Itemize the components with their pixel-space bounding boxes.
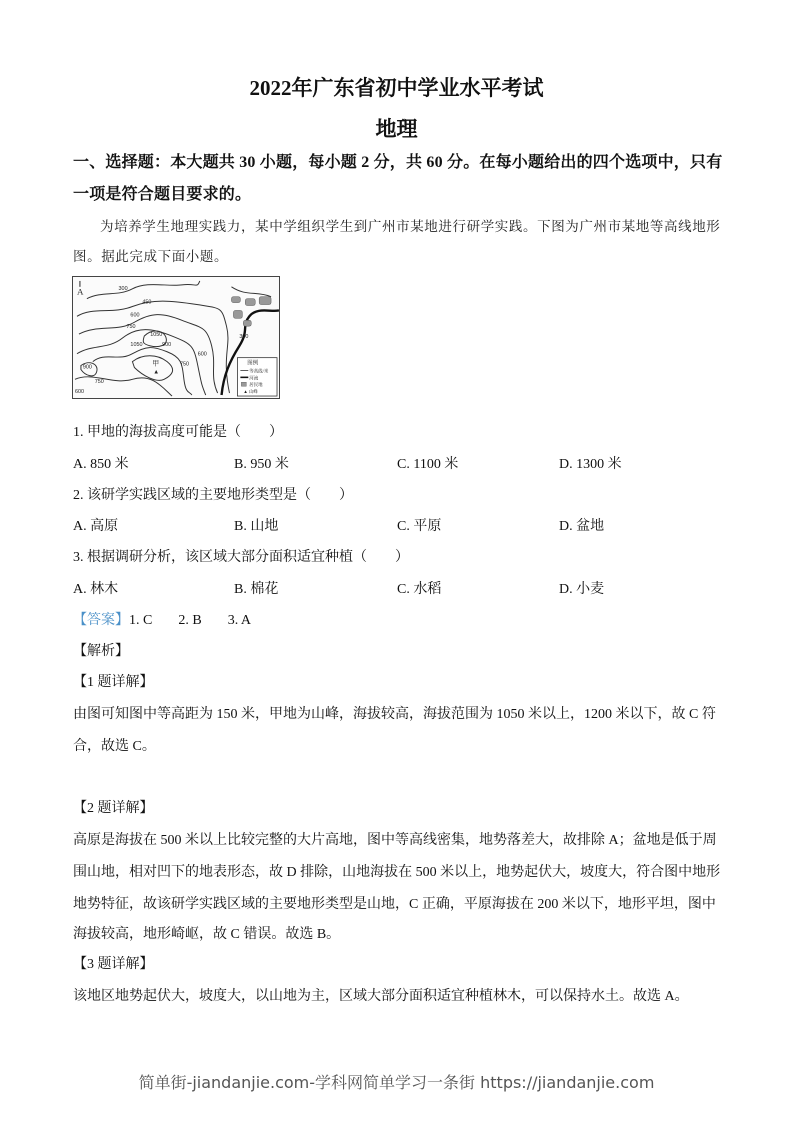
question-3-stem: 3. 根据调研分析，该区域大部分面积适宜种植（ ） — [73, 550, 409, 565]
detail-2-line-1: 高原是海拔在 500 米以上比较完整的大片高地，图中等高线密集，地势落差大，故排除 A；盆地是低于周 — [73, 833, 717, 848]
svg-text:750: 750 — [179, 361, 190, 368]
svg-text:1050: 1050 — [130, 341, 143, 348]
svg-text:甲: 甲 — [152, 360, 160, 368]
question-2-option-d: D. 盆地 — [559, 519, 605, 534]
svg-text:1050: 1050 — [150, 332, 163, 339]
svg-text:300: 300 — [118, 285, 128, 292]
svg-text:750: 750 — [126, 324, 136, 331]
subject-title: 地理 — [375, 117, 418, 141]
svg-text:600: 600 — [130, 312, 140, 319]
section-heading-line1: 一、选择题：本大题共 30 小题，每小题 2 分，共 60 分。在每小题给出的四个选项中，只有 — [73, 154, 723, 171]
svg-text:600: 600 — [197, 351, 207, 358]
detail-3-heading: 【3 题详解】 — [73, 957, 154, 972]
intro-line2: 图。据此完成下面小题。 — [73, 249, 229, 264]
question-2-option-b: B. 山地 — [234, 519, 279, 534]
answer-item-2: 2. B — [178, 613, 202, 628]
question-2-option-a: A. 高原 — [73, 519, 119, 534]
svg-text:▲: ▲ — [153, 369, 160, 376]
question-2-option-c: C. 平原 — [397, 519, 442, 534]
detail-3-line-1: 该地区地势起伏大，坡度大，以山地为主，区域大部分面积适宜种植林木，可以保持水土。故选 A。 — [73, 989, 689, 1004]
intro-line1: 为培养学生地理实践力，某中学组织学生到广州市某地进行研学实践。下图为广州市某地等高线地形 — [100, 219, 721, 234]
question-3-option-b: B. 棉花 — [234, 582, 279, 597]
svg-text:河流: 河流 — [249, 375, 259, 381]
section-heading-line2: 一项是符合题目要求的。 — [73, 186, 252, 203]
answer-label: 【答案】 — [73, 613, 129, 628]
svg-text:300: 300 — [239, 334, 249, 340]
detail-2-line-2: 围山地，相对凹下的地表形态，故 D 排除，山地海拔在 500 米以上，地势起伏大，坡度大，符合图中地形 — [73, 865, 721, 880]
svg-text:750: 750 — [94, 379, 104, 386]
detail-1-heading: 【1 题详解】 — [73, 675, 154, 690]
footer-watermark: 简单街-jiandanjie.com-学科网简单学习一条街 https://jiandanjie.com — [138, 1073, 655, 1092]
svg-text:900: 900 — [162, 341, 172, 348]
svg-text:▲ 山峰: ▲ 山峰 — [243, 389, 258, 395]
question-1-option-c: C. 1100 米 — [397, 457, 459, 472]
analysis-label: 【解析】 — [73, 644, 129, 659]
detail-2-heading: 【2 题详解】 — [73, 801, 154, 816]
svg-text:图例: 图例 — [247, 360, 259, 367]
svg-text:等高线/米: 等高线/米 — [249, 368, 269, 374]
svg-text:600: 600 — [74, 389, 85, 396]
question-3-option-d: D. 小麦 — [559, 582, 605, 597]
answer-row — [73, 609, 251, 629]
detail-1-line-2: 合，故选 C。 — [73, 739, 156, 754]
exam-title: 2022年广东省初中学业水平考试 — [249, 76, 544, 100]
svg-text:450: 450 — [142, 299, 152, 306]
answer-item-1: 1. C — [129, 613, 153, 628]
answer-item-3: 3. A — [227, 613, 252, 628]
detail-2-line-3: 地势特征，故该研学实践区域的主要地形类型是山地，C 正确，平原海拔在 200 米以下，地形平坦，图中 — [73, 897, 716, 912]
question-2-stem: 2. 该研学实践区域的主要地形类型是（ ） — [73, 488, 353, 503]
question-3-option-c: C. 水稻 — [397, 582, 442, 597]
contour-map-figure — [72, 276, 280, 399]
detail-2-line-4: 海拔较高，地形崎岖，故 C 错误。故选 B。 — [73, 927, 341, 942]
question-1-option-a: A. 850 米 — [73, 457, 129, 472]
svg-text:A: A — [76, 286, 84, 297]
contour-map-drawing — [73, 277, 279, 398]
question-1-option-d: D. 1300 米 — [559, 457, 622, 472]
detail-1-line-1: 由图可知图中等高距为 150 米，甲地为山峰，海拔较高，海拔范围为 1050 米以上，1200 米以下，故 C 符 — [73, 707, 716, 722]
question-1-stem: 1. 甲地的海拔高度可能是（ ） — [73, 425, 283, 440]
svg-text:居民地: 居民地 — [249, 382, 263, 388]
svg-text:900: 900 — [82, 364, 92, 371]
question-3-option-a: A. 林木 — [73, 582, 119, 597]
question-1-option-b: B. 950 米 — [234, 457, 289, 472]
